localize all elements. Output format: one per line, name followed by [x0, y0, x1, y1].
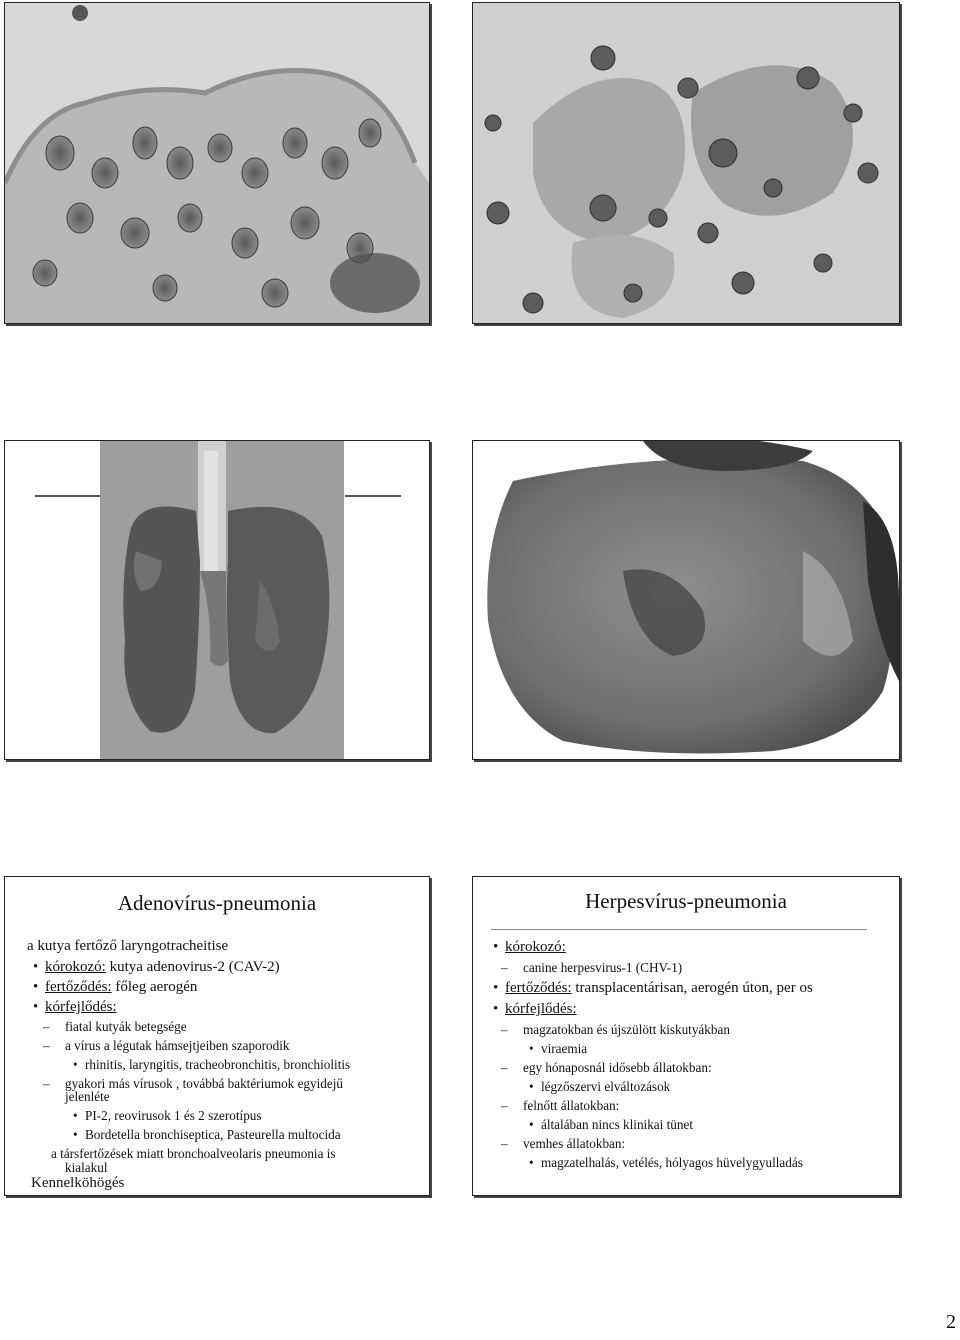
development-label: kórfejlődés: [505, 1001, 577, 1017]
pathogen-value: kutya adenovirus-2 (CAV-2) [109, 959, 280, 975]
dash-item: – a vírus a légutak hámsejtjeiben szaporodik [65, 1038, 289, 1054]
infection-line [505, 980, 813, 996]
bullet-item: • PI-2, reovirusok 1 és 2 szerotípus [85, 1108, 262, 1124]
title-rule [491, 929, 867, 930]
infection-line [45, 979, 197, 995]
adenovirus-pneumonia-slide [4, 876, 430, 1196]
dash-item: – vemhes állatokban: [523, 1136, 625, 1152]
micrograph-image [5, 3, 429, 323]
dash-item: – canine herpesvirus-1 (CHV-1) [523, 960, 682, 976]
organ-specimen-image [473, 441, 899, 759]
pathogen-line [505, 939, 566, 955]
title-rule-right [345, 495, 401, 497]
footer-term: Kennelköhögés [31, 1175, 125, 1191]
dash-item: – gyakori más vírusok , továbbá baktériumok egyidejű [65, 1076, 343, 1092]
organ-specimen-photo-slide [472, 440, 900, 760]
dash-item: – magzatokban és újszülött kiskutyákban [523, 1022, 730, 1038]
bullet-item: • légzőszervi elváltozások [541, 1079, 670, 1095]
pathogen-label: kórokozó: [45, 959, 106, 975]
micrograph-alveolar-cells [472, 2, 900, 324]
micrograph-respiratory-epithelium [4, 2, 430, 324]
intro-line: a kutya fertőző laryngotracheitise [27, 938, 229, 954]
bullet-item: • magzatelhalás, vetélés, hólyagos hüvelygyulladás [541, 1155, 803, 1171]
bullet-item: • rhinitis, laryngitis, tracheobronchitis, bronchiolitis [85, 1057, 350, 1073]
dash-item: – felnőtt állatokban: [523, 1098, 619, 1114]
bullet-item: • Bordetella bronchiseptica, Pasteurella multocida [85, 1127, 341, 1143]
development-line [505, 1001, 577, 1017]
development-line [45, 999, 117, 1015]
bullet-item: • viraemia [541, 1041, 587, 1057]
dash-item-continued: jelenléte [65, 1089, 110, 1104]
dash-item: – fiatal kutyák betegsége [65, 1019, 187, 1035]
slide-title: Herpesvírus-pneumonia [585, 889, 787, 913]
development-label: kórfejlődés: [45, 999, 117, 1015]
note-line: a társfertőzések miatt bronchoalveolaris pneumonia is [51, 1146, 336, 1161]
dash-item: – egy hónaposnál idősebb állatokban: [523, 1060, 712, 1076]
note-line-continued: kialakul [65, 1160, 108, 1175]
infection-value: transplacentárisan, aerogén úton, per os [575, 980, 813, 996]
infection-label: fertőződés: [45, 979, 112, 995]
bullet-item: • általában nincs klinikai tünet [541, 1117, 693, 1133]
lung-specimen-image [100, 441, 344, 759]
title-rule-left [35, 495, 103, 497]
pathogen-label: kórokozó: [505, 939, 566, 955]
page-number: 2 [946, 1311, 956, 1333]
micrograph-image [473, 3, 899, 323]
infection-label: fertőződés: [505, 980, 572, 996]
pathogen-line [45, 959, 280, 975]
lung-specimen-photo-slide [4, 440, 430, 760]
infection-value: főleg aerogén [115, 979, 198, 995]
herpesvirus-pneumonia-slide [472, 876, 900, 1196]
slide-title: Adenovírus-pneumonia [117, 891, 317, 915]
